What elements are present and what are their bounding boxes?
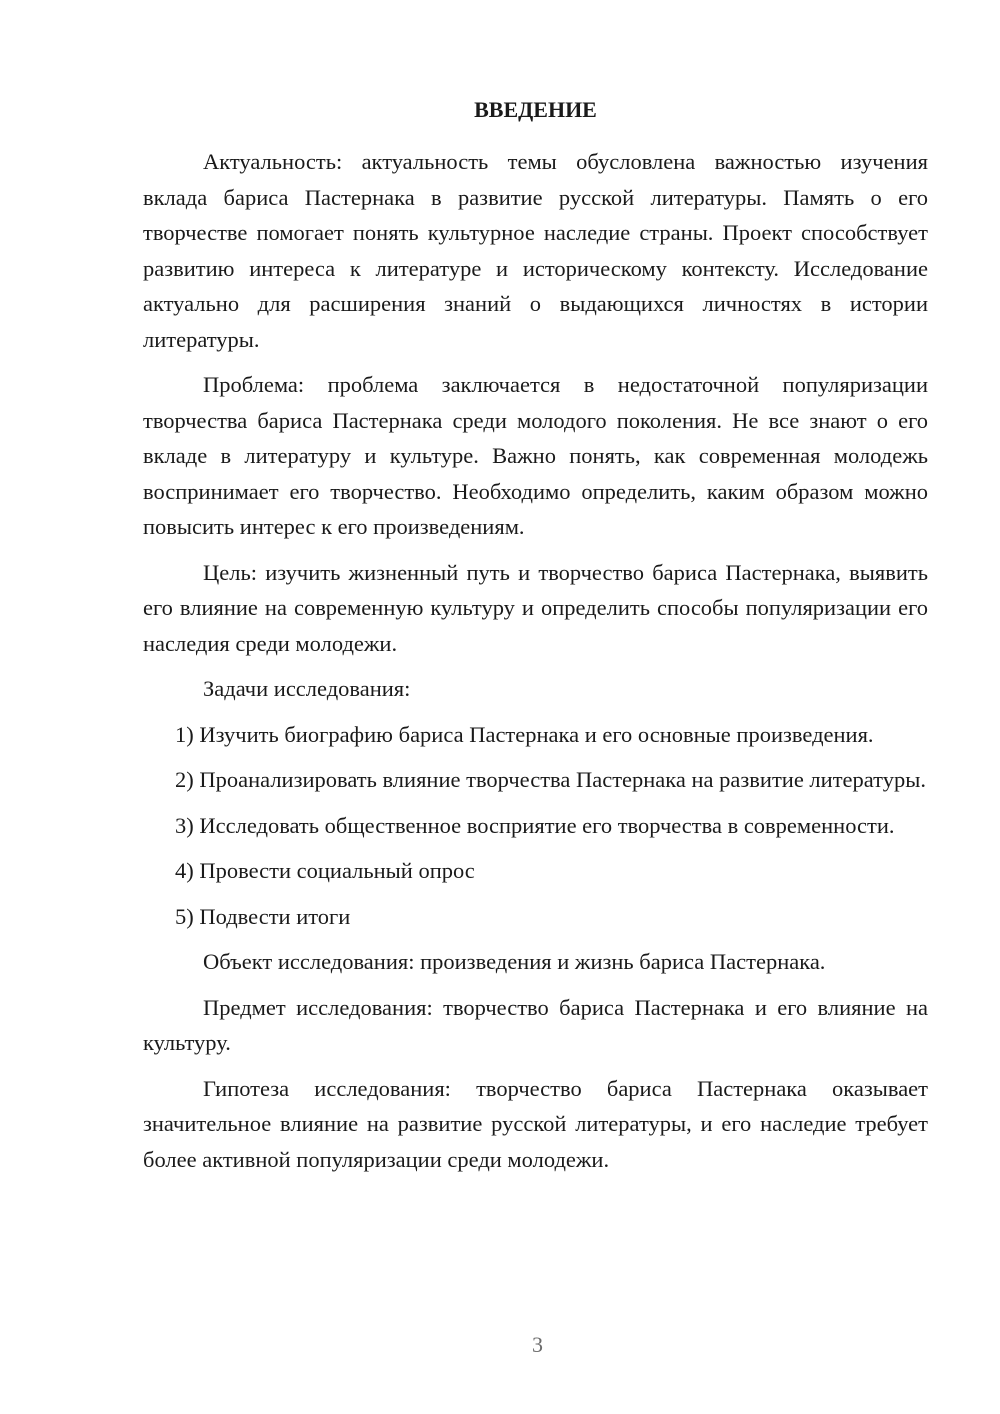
section-heading: ВВЕДЕНИЕ: [474, 97, 597, 122]
page-content: [143, 92, 928, 1187]
tasks-title: Задачи исследования:: [203, 676, 411, 701]
task-item-1: 1) Изучить биографию бариса Пастернака и его основные произведения.: [175, 721, 874, 747]
paragraph-goal: Цель: изучить жизненный путь и творчество бариса Пастернака, выявить его влияние на современную культуру и определить способы популяризации его наследия среди молодежи.: [143, 559, 928, 656]
paragraph-hypothesis: Гипотеза исследования: творчество бариса Пастернака оказывает значительное влияние на развитие русской литературы, и его наследие требует более активной популяризации среди молодежи.: [143, 1075, 928, 1172]
paragraph-relevance: Актуальность: актуальность темы обусловлена важностью изучения вклада бариса Пастернака в развитие русской литературы. Память о его творчестве помогает понять культурное наследие страны. Проект способствует развитию интереса к литературе и историческому контексту. Исследование актуально для расширения знаний о выдающихся личностях в истории литературы.: [143, 149, 928, 352]
task-item-5: 5) Подвести итоги: [175, 903, 351, 929]
page-number: 3: [532, 1332, 543, 1357]
task-item-2: 2) Проанализировать влияние творчества Пастернака на развитие литературы.: [175, 767, 926, 792]
paragraph-subject: Предмет исследования: творчество бариса Пастернака и его влияние на культуру.: [143, 994, 928, 1055]
paragraph-object: Объект исследования: произведения и жизнь бариса Пастернака.: [203, 949, 826, 974]
task-item-4: 4) Провести социальный опрос: [175, 858, 475, 883]
task-item-3: 3) Исследовать общественное восприятие его творчества в современности.: [175, 812, 895, 838]
paragraph-problem: Проблема: проблема заключается в недостаточной популяризации творчества бариса Пастернака среди молодого поколения. Не все знают о его вкладе в литературу и культуре. Важно понять, как современная молодежь воспринимает его творчество. Необходимо определить, каким образом можно повысить интерес к его произведениям.: [143, 372, 928, 539]
